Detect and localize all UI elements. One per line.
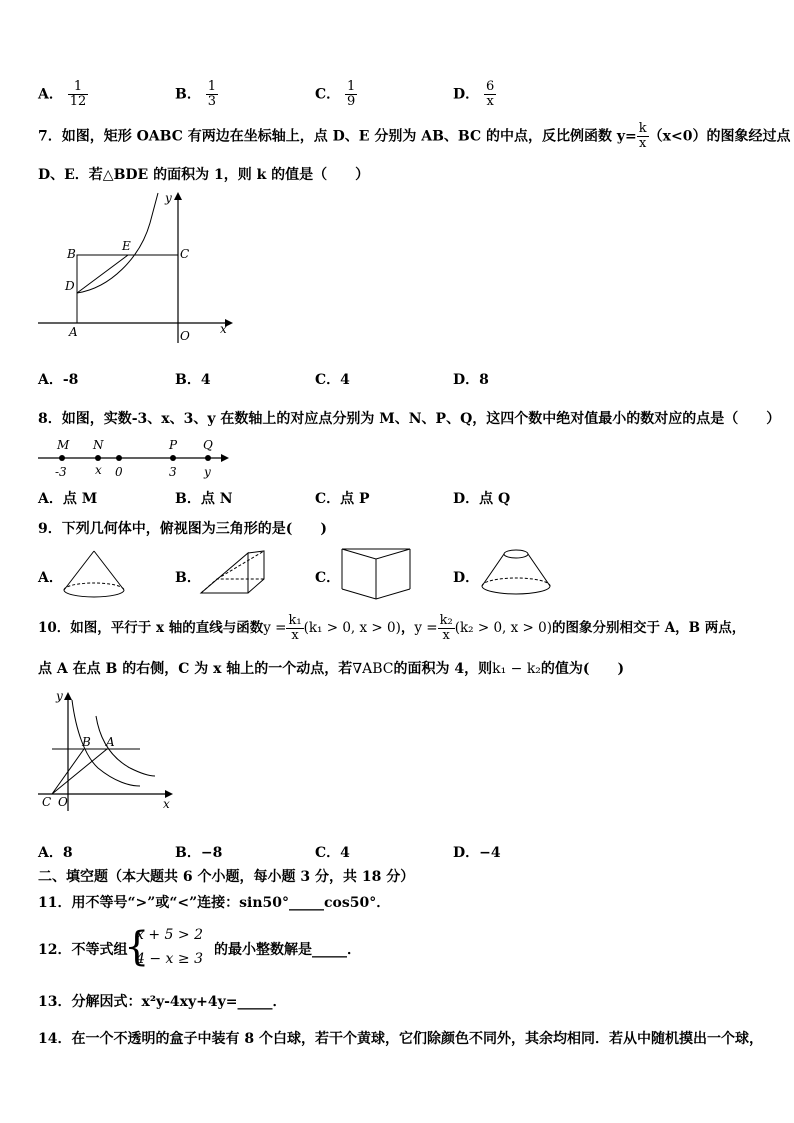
label-y: y [204,465,211,479]
section-heading: 二、填空题（本大题共 6 个小题，每小题 3 分，共 18 分） [38,869,415,885]
q10-option-d: D．−4 [453,845,501,861]
label-y: y [56,689,63,703]
triangle-abc [52,749,107,794]
q10-stem-line2 [38,659,624,679]
q7-text: 7．如图，矩形 OABC 有两边在坐标轴上，点 D、E 分别为 AB、BC 的中点，反比例函数 y= [38,128,637,145]
label-o: O [58,795,68,809]
q13-stem: 13．分解因式：x²y-4xy+4y=_____． [38,994,287,1010]
q12-prefix: 12．不等式组 [38,942,128,958]
q10-f1-condition: (k₁ > 0, x > 0) [303,620,401,636]
point-zero [116,455,122,461]
cone-icon [60,548,128,600]
label-d: D [65,279,75,293]
q7-stem-line2: D、E．若△BDE 的面积为 1，则 k 的值是（ ） [38,167,370,183]
label-c: C [180,247,190,261]
q7-figure [30,188,235,348]
option-label: A． [38,86,63,103]
q8-option-b: B．点 N [175,491,233,507]
q10-option-b: B．−8 [175,845,223,861]
label-x: x [220,322,227,336]
label-a: A [69,325,78,339]
q7-stem-line1 [38,122,790,151]
label-b: B [67,247,76,261]
fraction [637,122,649,151]
fraction [484,80,496,109]
curve-k1 [96,716,155,776]
q10-text: 的面积为 4，则 [393,661,493,677]
label-n: N [93,438,104,452]
q9-stem: 9．下列几何体中，俯视图为三角形的是( ) [38,521,327,537]
triangular-prism-standing-icon [338,543,414,601]
q6-option-a [38,80,88,109]
q10-triangle: ∇ABC [352,661,394,677]
label-x: x [95,463,102,477]
q10-text: 的图象分别相交于 A，B 两点， [552,620,746,636]
q8-option-d: D．点 Q [453,491,511,507]
q7-option-d: D．8 [453,372,489,388]
q7-text: （x<0）的图象经过点 [648,128,791,145]
q10-option-a: A．8 [38,845,73,861]
fraction-numerator: k₂ [439,613,453,628]
label-x: x [163,797,170,811]
fraction [286,614,303,643]
y-axis-arrow [174,192,182,200]
label-p: P [169,438,178,452]
frustum-icon [476,546,556,598]
q11-stem: 11．用不等号“>”或“<”连接：sin50°_____cos50°． [38,895,391,911]
q10-stem-line1 [38,614,745,643]
q8-number-line [38,432,233,480]
q6-option-c [315,80,357,109]
q8-stem: 8．如图，实数-3、x、3、y 在数轴上的对应点分别为 M、N、P、Q，这四个数中绝对值最小的数对应的点是（ ） [38,411,781,427]
label-m: M [57,438,70,452]
fraction-denominator: x [291,628,299,643]
y-axis-arrow [64,692,72,700]
option-label: D． [453,86,480,103]
label-three: 3 [169,465,177,479]
fraction-numerator: 1 [68,80,89,95]
q10-f2-condition: (k₂ > 0, x > 0) [454,620,552,636]
number-line-arrow [221,454,229,462]
q9-option-d-label: D． [453,570,480,586]
fraction-numerator: k₁ [288,613,302,628]
fraction-numerator: k [638,121,647,136]
point-m [59,455,65,461]
fraction [345,80,357,109]
fraction-numerator: 1 [207,79,216,94]
triangular-prism-icon [198,549,268,597]
q12-suffix: 的最小整数解是_____． [214,942,361,958]
fraction [438,614,455,643]
q12-inequality-1: x + 5 > 2 [136,927,203,943]
fraction-numerator: 6 [486,79,495,94]
fraction-denominator: 12 [69,94,87,109]
q7-option-b: B．4 [175,372,211,388]
fraction-denominator: x [486,94,494,109]
label-a: A [106,735,115,749]
label-y: y [165,191,172,205]
label-o: O [180,329,190,343]
q10-f2-prefix: y = [414,620,438,636]
fraction-denominator: 9 [347,94,356,109]
point-p [170,455,176,461]
q10-text: 10．如图，平行于 x 轴的直线与函数 [38,620,264,636]
q10-figure [30,686,180,814]
label-q: Q [203,438,213,452]
q6-option-d [453,80,496,109]
option-label: B． [175,86,201,103]
label-c: C [42,795,52,809]
q7-option-c: C．4 [315,372,350,388]
label-e: E [122,239,131,253]
q9-option-a-label: A． [38,570,63,586]
label-b: B [82,735,91,749]
point-n [95,455,101,461]
q6-option-b [175,80,218,109]
q8-option-a: A．点 M [38,491,98,507]
q10-expression: k₁ − k₂ [492,661,541,677]
q10-text: 的值为( ) [540,661,625,677]
q8-option-c: C．点 P [315,491,370,507]
q12-inequality-2: 4 − x ≥ 3 [136,951,203,967]
q14-stem: 14．在一个不透明的盒子中装有 8 个白球，若干个黄球，它们除颜色不同外，其余均相同．若从中随机摸出一个球， [38,1031,763,1047]
q10-text: 点 A 在点 B 的右侧，C 为 x 轴上的一个动点，若 [38,661,353,677]
q7-option-a: A．-8 [38,372,79,388]
q10-option-c: C．4 [315,845,350,861]
q9-option-b-label: B． [175,570,201,586]
fraction-numerator: 1 [347,79,356,94]
hyperbola-curve [77,193,158,293]
label-minus-three: -3 [55,465,67,479]
brace-icon: { [124,924,150,970]
option-label: C． [315,86,341,103]
segment-de [77,255,128,293]
fraction [68,80,89,109]
point-q [205,455,211,461]
label-zero: 0 [115,465,123,479]
q9-option-c-label: C． [315,570,341,586]
q10-separator: ， [400,620,415,636]
fraction [206,80,218,109]
fraction-denominator: x [442,628,450,643]
fraction-denominator: 3 [207,94,216,109]
fraction-denominator: x [639,136,647,151]
q10-f1-prefix: y = [263,620,287,636]
